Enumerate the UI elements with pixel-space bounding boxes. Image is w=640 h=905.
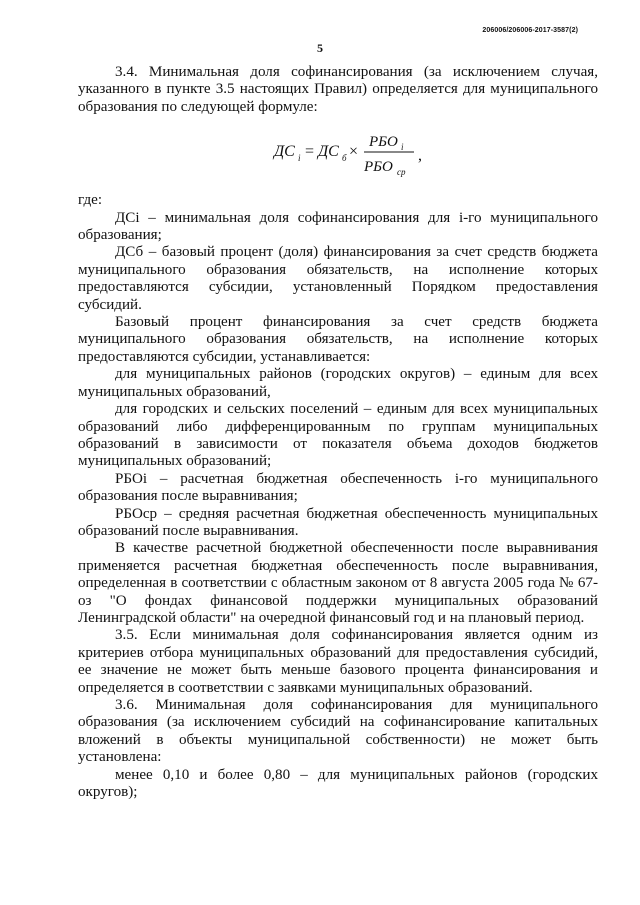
paragraph-3-4: 3.4. Минимальная доля софинансирования (за исключением случая, указанного в пункте 3.5 настоящих Правил) определяется для муниципального образования по следующей формуле:	[78, 64, 598, 115]
formula-denominator: РБО	[364, 159, 393, 176]
formula-denominator-sub: ср	[397, 167, 406, 178]
formula-lhs: ДС	[274, 143, 295, 161]
formula-comma: ,	[418, 147, 422, 165]
formula-dsi	[268, 118, 448, 186]
formula-base: ДС	[318, 143, 339, 161]
paragraph-3-6: 3.6. Минимальная доля софинансирования для муниципального образования (за исключением субсидий на софинансирование капитальных вложений в объекты муниципальной собственности) не может быть установлена:	[78, 697, 598, 766]
paragraph-3-5: 3.5. Если минимальная доля софинансирования является одним из критериев отбора муниципальных образований для предоставления субсидий, ее значение не может быть меньше базового процента финансирования и определяется в соответствии с заявками муниципальных образований.	[78, 627, 598, 696]
document-body	[78, 64, 598, 801]
formula-base-sub: б	[342, 153, 347, 164]
paragraph-settlements: для городских и сельских поселений – единым для всех муниципальных образований либо дифференцированным по группам муниципальных образований в зависимости от показателя объема доходов бюджетов муниципальных образований;	[78, 401, 598, 470]
formula-lhs-sub: i	[298, 153, 301, 164]
paragraph-base-percent: Базовый процент финансирования за счет средств бюджета муниципального образования обязательств, на исполнение которых предоставляются субсидии, устанавливается:	[78, 314, 598, 365]
page-number: 5	[317, 41, 323, 55]
formula-numerator-sub: i	[401, 142, 404, 153]
paragraph-dsi: ДСi – минимальная доля софинансирования для i-го муниципального образования;	[78, 209, 598, 244]
paragraph-municipal-districts: для муниципальных районов (городских округов) – единым для всех муниципальных образований,	[78, 366, 598, 400]
paragraph-rboi: РБОi – расчетная бюджетная обеспеченность i-го муниципального образования после выравнивания;	[78, 470, 598, 505]
paragraph-limits-districts: менее 0,10 и более 0,80 – для муниципальных районов (городских округов);	[78, 766, 598, 801]
document-registration-number: 206006/206006-2017-3587(2)	[482, 27, 578, 34]
formula-equals: =	[305, 143, 315, 161]
formula-numerator: РБО	[369, 134, 398, 151]
paragraph-rbosr: РБОср – средняя расчетная бюджетная обеспеченность муниципальных образований после выравнивания.	[78, 505, 598, 539]
paragraph-budget-provision: В качестве расчетной бюджетной обеспеченности после выравнивания применяется расчетная бюджетная обеспеченность после выравнивания, определенная в соответствии с областным законом от 8 августа 2005 года № 67-оз "О фондах финансовой поддержки муниципальных образований Ленинградской области" на очередной финансовый год и на плановый период.	[78, 540, 598, 626]
formula-block	[78, 118, 598, 186]
paragraph-dsb: ДСб – базовый процент (доля) финансирования за счет средств бюджета муниципального образования обязательств, на исполнение которых предоставляются субсидии, установленный Порядком предоставления субсидий.	[78, 244, 598, 313]
paragraph-where: где:	[78, 192, 103, 209]
formula-times: ×	[349, 143, 359, 161]
